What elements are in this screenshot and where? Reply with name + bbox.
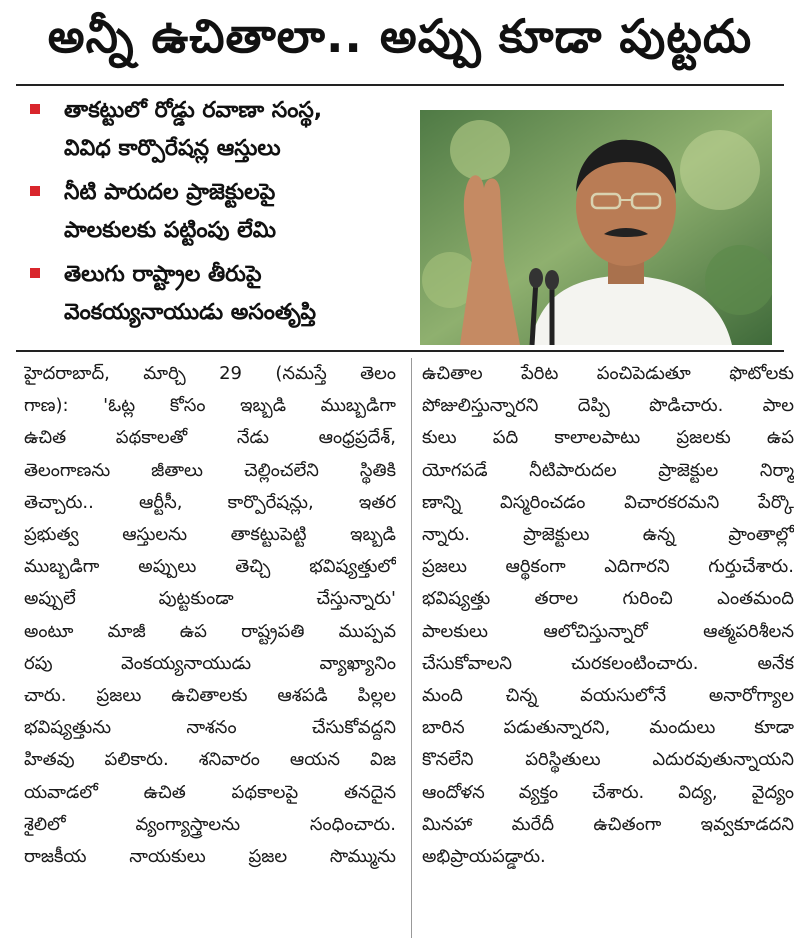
article-line: యోగపడే నీటిపారుదల ప్రాజెక్టుల నిర్మా bbox=[422, 459, 794, 481]
highlight-line: వివిధ కార్పొరేషన్ల ఆస్తులు bbox=[64, 136, 281, 161]
article-line: బారిన పడుతున్నారని, మందులు కూడా bbox=[422, 717, 794, 739]
article-line: శైలిలో వ్యంగ్యాస్త్రాలను సంధించారు. bbox=[24, 813, 396, 835]
column-divider bbox=[411, 358, 412, 938]
article-line: ఉచిత పథకాలతో నేడు ఆంధ్రప్రదేశ్, bbox=[24, 427, 396, 449]
headline-rule bbox=[16, 84, 784, 86]
highlight-line: తాకట్టులో రోడ్డు రవాణా సంస్థ, bbox=[64, 98, 323, 123]
article-column-right bbox=[422, 358, 794, 873]
speaker-photo bbox=[420, 110, 772, 345]
highlight-item bbox=[30, 92, 415, 168]
article-line: ఉచితాల పేరిట పంచిపెడుతూ ఫొటోలకు bbox=[422, 363, 794, 384]
red-square-bullet-icon bbox=[30, 268, 40, 278]
article-line: అప్పులే పుట్టకుండా చేస్తున్నారు' bbox=[24, 588, 396, 610]
highlight-line: పాలకులకు పట్టింపు లేమి bbox=[64, 218, 276, 243]
article-line: న్నారు. ప్రాజెక్టులు ఉన్న ప్రాంతాల్లో bbox=[422, 524, 794, 546]
article-line: పోజులిస్తున్నారని దెప్పి పొడిచారు. పాల bbox=[422, 395, 794, 417]
highlight-item bbox=[30, 174, 415, 250]
article-line: యవాడలో ఉచిత పథకాలపై తనదైన bbox=[24, 781, 396, 803]
article-line: తెచ్చారు.. ఆర్టీసీ, కార్పొరేషన్లు, ఇతర bbox=[24, 491, 396, 513]
section-rule bbox=[16, 350, 784, 352]
highlight-line: నీటి పారుదల ప్రాజెక్టులపై bbox=[64, 180, 276, 205]
article-line: హైదరాబాద్, మార్చి 29 (నమస్తే తెలం bbox=[24, 363, 396, 384]
article-line: ముబ్బడిగా అప్పులు తెచ్చి భవిష్యత్తులో bbox=[24, 556, 396, 578]
speaker-photo-illustration bbox=[420, 110, 772, 345]
article-line: అభిప్రాయపడ్డారు. bbox=[422, 846, 546, 868]
headline: అన్నీ ఉచితాలా.. అప్పు కూడా పుట్టదు bbox=[47, 9, 753, 63]
article-line: కులు పది కాలాలపాటు ప్రజలకు ఉప bbox=[422, 427, 794, 449]
highlight-line: తెలుగు రాష్ట్రాల తీరుపై bbox=[64, 262, 262, 287]
article-line: భవిష్యత్తును నాశనం చేసుకోవద్దని bbox=[24, 717, 396, 739]
article-line: మినహా మరేదీ ఉచితంగా ఇవ్వకూడదని bbox=[422, 813, 794, 835]
article-line: అంటూ మాజీ ఉప రాష్ట్రపతి ముప్పవ bbox=[24, 620, 396, 642]
article-line: రపు వెంకయ్యనాయుడు వ్యాఖ్యానిం bbox=[24, 652, 396, 674]
article-line: ణాన్ని విస్మరించడం విచారకరమని పేర్కొ bbox=[422, 491, 794, 513]
article-line: తెలంగాణను జీతాలు చెల్లించలేని స్థితికి bbox=[24, 459, 396, 481]
article-line: రాజకీయ నాయకులు ప్రజల సొమ్మును bbox=[24, 846, 396, 868]
article-line: మంది చిన్న వయసులోనే అనారోగ్యాల bbox=[422, 685, 794, 707]
red-square-bullet-icon bbox=[30, 104, 40, 114]
article-line: హితవు పలికారు. శనివారం ఆయన విజ bbox=[24, 749, 396, 771]
article-line: కొనలేని పరిస్థితులు ఎదురవుతున్నాయని bbox=[422, 749, 794, 771]
highlights-list bbox=[30, 92, 415, 338]
article-line: చేసుకోవాలని చురకలంటించారు. అనేక bbox=[422, 652, 794, 674]
article-line: చారు. ప్రజలు ఉచితాలకు ఆశపడి పిల్లల bbox=[24, 685, 396, 707]
article-column-left bbox=[24, 358, 396, 873]
red-square-bullet-icon bbox=[30, 186, 40, 196]
article-line: భవిష్యత్తు తరాల గురించి ఎంతమంది bbox=[422, 588, 794, 610]
article-line: పాలకులు ఆలోచిస్తున్నారో ఆత్మపరిశీలన bbox=[422, 620, 794, 642]
highlight-item bbox=[30, 256, 415, 332]
article-line: ఆందోళన వ్యక్తం చేశారు. విద్య, వైద్యం bbox=[422, 781, 794, 803]
article-line: ప్రజలు ఆర్థికంగా ఎదిగారని గుర్తుచేశారు. bbox=[422, 556, 794, 578]
article-line: ప్రభుత్వ ఆస్తులను తాకట్టుపెట్టి ఇబ్బడి bbox=[24, 524, 396, 546]
highlight-line: వెంకయ్యనాయుడు అసంతృప్తి bbox=[64, 300, 317, 325]
article-line: గాణ): 'ఓట్ల కోసం ఇబ్బడి ముబ్బడిగా bbox=[24, 395, 396, 417]
